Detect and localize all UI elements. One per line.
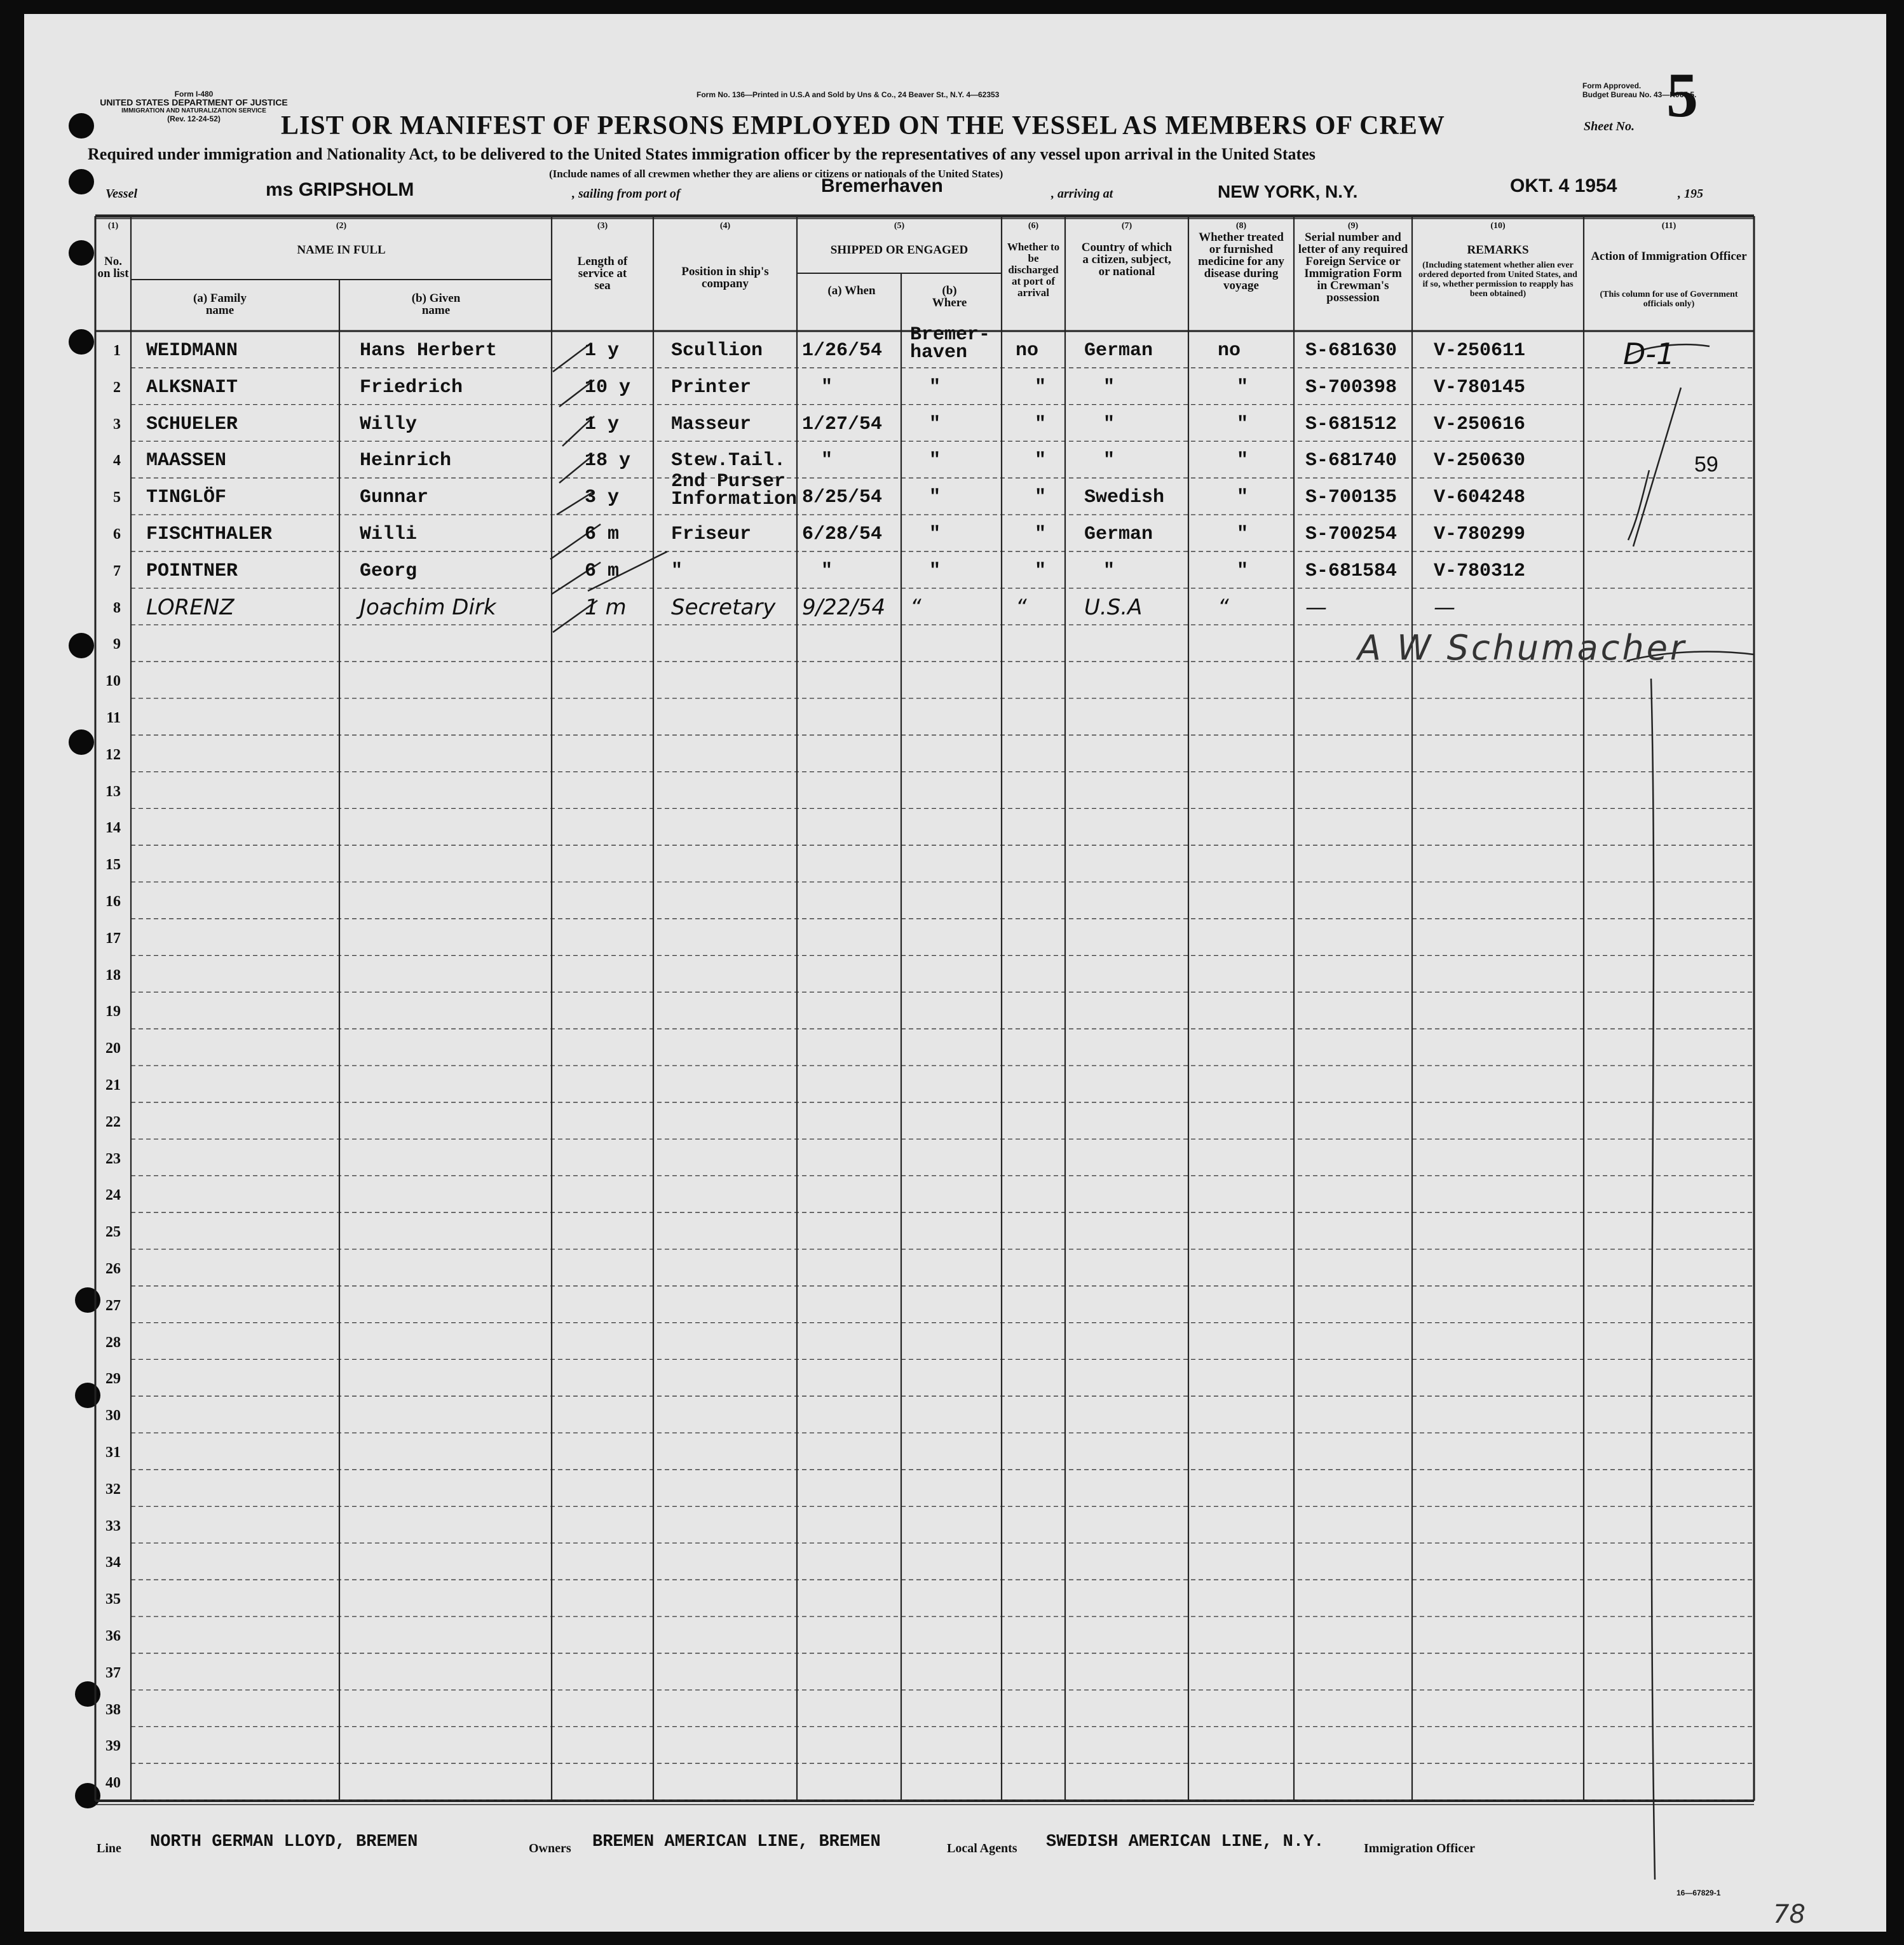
shipped-where-cell: " [929,487,941,509]
remarks-cell: V-604248 [1434,487,1526,509]
row-number: 8 [113,599,121,616]
col2-header: NAME IN FULL [297,243,386,257]
form-code: 16—67829-1 [1676,1888,1721,1897]
shipped-when-cell: 9/22/54 [802,594,886,620]
service-length-cell: 1 y [585,340,620,362]
treated-cell: no [1218,340,1241,362]
page-mark: 78 [1773,1900,1805,1929]
col10-header: REMARKS [1467,243,1529,257]
remarks-cell: V-250630 [1434,450,1526,472]
country-cell: German [1084,524,1153,545]
row-number: 28 [105,1334,121,1351]
action-code: D-1 [1623,337,1675,371]
row-number: 20 [105,1040,121,1057]
row-number: 7 [113,562,121,579]
family-name-cell: POINTNER [146,560,238,582]
col8-header: Whether treated or furnished medicine for any disease during voyage [1198,231,1284,292]
col1-header: No. on list [97,255,129,280]
family-name-cell: TINGLÖF [146,487,227,509]
position-cell: Printer [671,376,752,398]
given-name-cell: Joachim Dirk [360,594,496,620]
row-number: 24 [105,1187,121,1204]
page-subtitle: Required under immigration and Nationality Act, to be delivered to the United States immigration officer by the representatives of any vessel upon arrival in the United States [88,145,1316,163]
row-number: 25 [105,1224,121,1241]
row-number: 33 [105,1517,121,1535]
country-cell: U.S.A [1084,594,1143,620]
col8-number: (8) [1235,221,1247,231]
col5b-header: (b) Where [932,284,967,309]
treated-cell: " [1237,450,1249,472]
col5a-header: (a) When [827,284,876,297]
shipped-where-cell: " [929,376,941,398]
country-cell: " [1103,450,1115,472]
approval-line: Form Approved. [1582,81,1642,90]
row-number: 21 [105,1077,121,1094]
serial-number-cell: S-700254 [1305,524,1397,545]
col10-note: (Including statement whether alien ever ordered deported from United States, and if so, whether permission to reapply has been obtained) [1418,261,1577,299]
family-name-cell: MAASSEN [146,450,227,472]
owners-label: Owners [529,1841,571,1855]
service-length-cell: 1 y [585,413,620,435]
given-name-cell: Willi [360,524,418,545]
col6-header: Whether to be discharged at port of arrival [1007,241,1060,299]
row-number: 23 [105,1150,121,1167]
treated-cell: “ [1218,594,1229,620]
row-number: 1 [113,342,121,359]
service-length-cell: 6 m [585,560,620,582]
row-number: 22 [105,1113,121,1130]
row-number: 39 [105,1738,121,1755]
discharge-cell: " [1035,560,1047,582]
owners-value: BREMEN AMERICAN LINE, BREMEN [592,1833,881,1852]
shipped-where-cell: “ [910,594,921,620]
service-length-cell: 10 y [585,376,631,398]
service-length-cell: 1 m [585,594,627,620]
row-number: 2 [113,379,121,396]
shipped-when-cell: 6/28/54 [802,524,883,545]
col4-header: Position in ship's company [681,265,769,290]
remarks-cell: V-780312 [1434,560,1526,582]
position-cell: Stew.Tail. [671,450,786,472]
agents-label: Local Agents [947,1841,1017,1855]
remarks-cell: — [1434,594,1455,620]
arriving-label: , arriving at [1051,187,1113,201]
row-number: 34 [105,1554,121,1571]
serial-number-cell: — [1305,594,1327,620]
treated-cell: " [1237,487,1249,509]
row-number: 15 [105,857,121,874]
serial-number-cell: S-681740 [1305,450,1397,472]
discharge-cell: " [1035,487,1047,509]
country-cell: " [1103,413,1115,435]
shipped-when-cell: 1/26/54 [802,340,883,362]
remarks-cell: V-250611 [1434,340,1526,362]
shipped-where-cell: " [929,413,941,435]
row-number: 17 [105,930,121,947]
col7-number: (7) [1121,221,1132,231]
departure-port: Bremerhaven [821,175,943,196]
page-title: LIST OR MANIFEST OF PERSONS EMPLOYED ON THE VESSEL AS MEMBERS OF CREW [281,111,1445,140]
shipped-where-cell: " [929,450,941,472]
col7-header: Country of which a citizen, subject, or national [1081,241,1173,278]
given-name-cell: Georg [360,560,418,582]
sheet-label: Sheet No. [1584,119,1635,133]
count-annotation: 59 [1694,452,1718,477]
family-name-cell: LORENZ [146,594,235,620]
country-cell: " [1103,376,1115,398]
remarks-cell: V-780299 [1434,524,1526,545]
shipped-when-cell: " [821,376,833,398]
discharge-cell: “ [1016,594,1027,620]
row-number: 16 [105,893,121,910]
row-number: 10 [105,673,121,690]
row-number: 14 [105,820,121,837]
row-number: 18 [105,966,121,984]
row-number: 35 [105,1591,121,1608]
sailing-label: , sailing from port of [572,187,681,201]
row-number: 6 [113,526,121,543]
given-name-cell: Heinrich [360,450,452,472]
given-name-cell: Gunnar [360,487,429,509]
position-cell: " [671,560,683,582]
family-name-cell: WEIDMANN [146,340,238,362]
row-number: 3 [113,416,121,433]
service: IMMIGRATION AND NATURALIZATION SERVICE [121,107,266,114]
col9-header: Serial number and letter of any required Foreign Service or Immigration Form in Crewman's possession [1298,231,1408,304]
country-cell: German [1084,340,1153,362]
sheet-number-mark: 5 [1666,60,1698,130]
officer-signature: A W Schumacher [1357,628,1687,668]
given-name-cell: Hans Herbert [360,340,498,362]
line-value: NORTH GERMAN LLOYD, BREMEN [150,1833,418,1852]
family-name-cell: SCHUELER [146,413,238,435]
agents-value: SWEDISH AMERICAN LINE, N.Y. [1046,1833,1324,1852]
shipped-when-cell: 8/25/54 [802,487,883,509]
col2b-header: (b) Given name [411,292,461,317]
row-number: 9 [113,636,121,653]
form-number: Form I-480 [174,90,214,98]
shipped-when-cell: " [821,450,833,472]
row-number: 40 [105,1775,121,1792]
discharge-cell: " [1035,413,1047,435]
remarks-cell: V-250616 [1434,413,1526,435]
shipped-when-cell: 1/27/54 [802,413,883,435]
row-number: 12 [105,746,121,763]
discharge-cell: " [1035,376,1047,398]
treated-cell: " [1237,376,1249,398]
col4-number: (4) [719,221,731,231]
officer-label: Immigration Officer [1364,1841,1475,1855]
row-number: 29 [105,1371,121,1388]
col3-header: Length of service at sea [577,255,628,292]
service-length-cell: 6 m [585,524,620,545]
position-cell: 2nd Purser Information [671,471,798,511]
serial-number-cell: S-700135 [1305,487,1397,509]
treated-cell: " [1237,560,1249,582]
row-number: 4 [113,452,121,470]
row-number: 37 [105,1664,121,1681]
country-cell: " [1103,560,1115,582]
line-label: Line [97,1841,121,1855]
col2-number: (2) [336,221,347,231]
vessel-label: Vessel [105,187,137,201]
col5-header: SHIPPED OR ENGAGED [830,243,969,257]
col11-number: (11) [1661,221,1676,231]
row-number: 31 [105,1444,121,1461]
serial-number-cell: S-681584 [1305,560,1397,582]
position-cell: Secretary [671,594,776,620]
year-suffix: , 195 [1678,187,1703,201]
treated-cell: " [1237,524,1249,545]
col1-number: (1) [107,221,119,231]
row-number: 36 [105,1628,121,1644]
shipped-when-cell: " [821,560,833,582]
shipped-where-cell: Bremer- haven [910,324,991,363]
service-length-cell: 3 y [585,487,620,509]
family-name-cell: FISCHTHALER [146,524,273,545]
service-length-cell: 18 y [585,450,631,472]
position-cell: Scullion [671,340,763,362]
shipped-where-cell: " [929,524,941,545]
serial-number-cell: S-681630 [1305,340,1397,362]
col6-number: (6) [1028,221,1039,231]
arrival-port: NEW YORK, N.Y. [1218,182,1358,201]
serial-number-cell: S-700398 [1305,376,1397,398]
col9-number: (9) [1347,221,1359,231]
printer-line: Form No. 136—Printed in U.S.A and Sold by Uns & Co., 24 Beaver St., N.Y. 4—62353 [697,90,1000,99]
arrival-date: OKT. 4 1954 [1510,175,1617,196]
row-number: 19 [105,1003,121,1020]
row-number: 27 [105,1297,121,1314]
shipped-where-cell: " [929,560,941,582]
family-name-cell: ALKSNAIT [146,376,238,398]
serial-number-cell: S-681512 [1305,413,1397,435]
department: UNITED STATES DEPARTMENT OF JUSTICE [100,97,288,107]
position-cell: Masseur [671,413,752,435]
position-cell: Friseur [671,524,752,545]
row-number: 32 [105,1481,121,1498]
col10-number: (10) [1490,221,1506,231]
row-number: 30 [105,1407,121,1425]
col11-note: (This column for use of Government officials only) [1600,290,1738,309]
country-cell: Swedish [1084,487,1165,509]
col11-header: Action of Immigration Officer [1591,250,1747,263]
discharge-cell: " [1035,524,1047,545]
revision: (Rev. 12-24-52) [167,114,221,123]
row-number: 11 [106,710,121,726]
col2a-header: (a) Family name [193,292,247,317]
discharge-cell: no [1016,340,1039,362]
row-number: 38 [105,1701,121,1718]
row-number: 13 [105,783,121,800]
given-name-cell: Willy [360,413,418,435]
remarks-cell: V-780145 [1434,376,1526,398]
treated-cell: " [1237,413,1249,435]
given-name-cell: Friedrich [360,376,463,398]
col5-number: (5) [894,221,905,231]
budget-line: Budget Bureau No. 43—R065.5. [1582,90,1697,99]
discharge-cell: " [1035,450,1047,472]
page-subtitle-note: (Include names of all crewmen whether they are aliens or citizens or nationals of the United States) [549,168,1003,180]
col3-number: (3) [597,221,608,231]
row-number: 26 [105,1261,121,1277]
vessel-name: ms GRIPSHOLM [266,179,414,200]
row-number: 5 [113,489,121,506]
